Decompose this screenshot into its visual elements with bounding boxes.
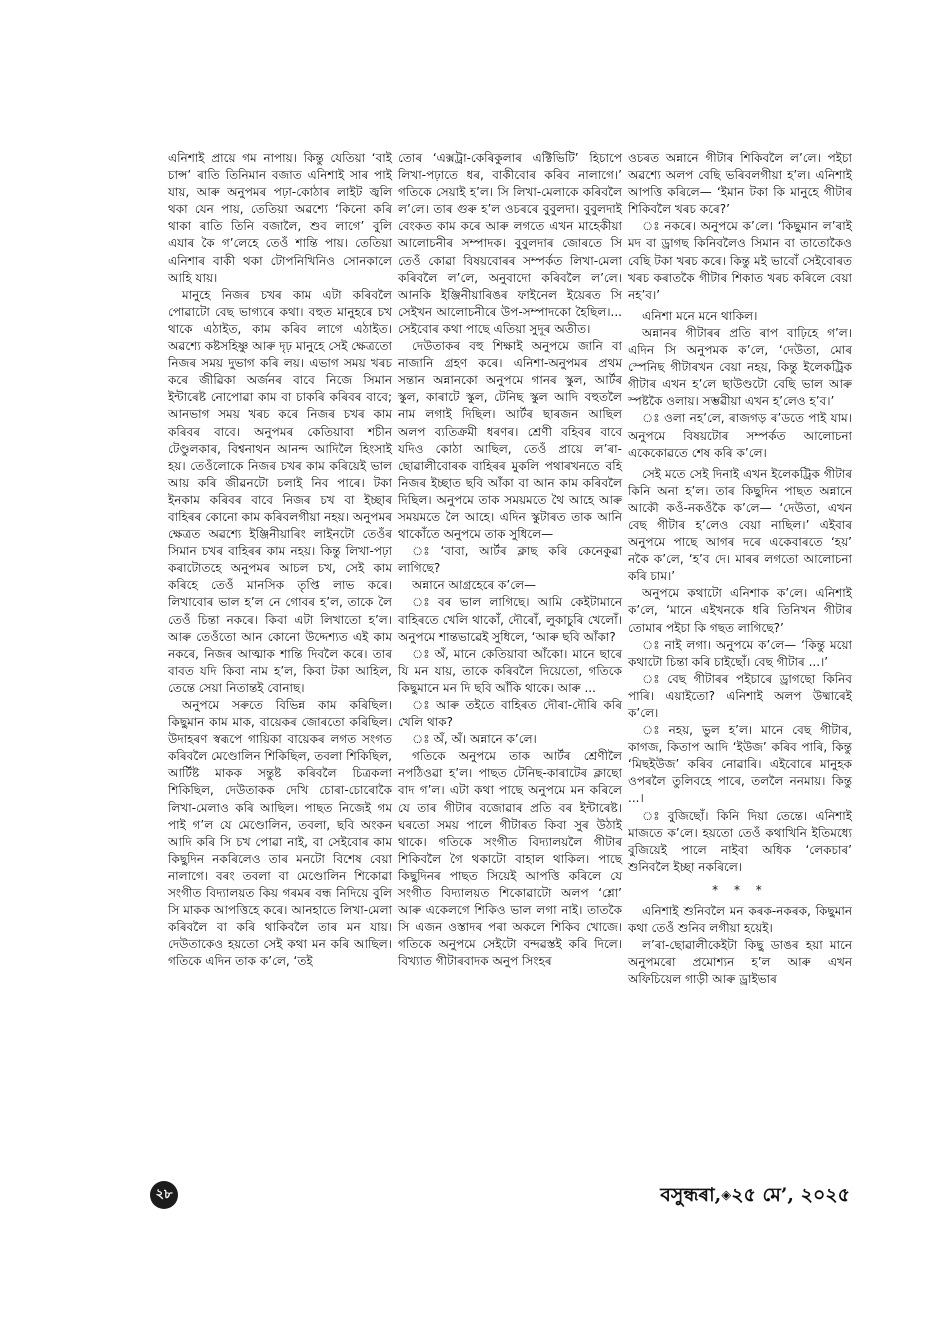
paragraph: এনিশাই প্ৰায়ে গম নাপায়। কিন্তু যেতিয়া ‘বাই চান্স’ ৰাতি তিনিমান বজাত এনিশাই সাৰ পাই যায়, আৰু অনুপমৰ পঢ়া-কোঠাৰ লাইট জ্বলি থকা যেন পায়, তেতিয়া অৱশ্যে ‘কিনো কৰি থাকা ৰাতি তিনি বজালৈ, শুব লাগে’ বুলি এযাৰ কৈ গ’লেহে তেওঁ শান্তি পায়। তেতিয়া এনিশাৰ বাকী থকা টোপনিখিনিও সোনকালে আহি যায়। <box>168 151 392 285</box>
paragraph: অনুপমে সৰুতে বিভিন্ন কাম কৰিছিল। কিছুমান কাম মাক, বায়েকৰ জোৰতো কৰিছিল। উদাহৰণ স্বৰূপে গায়িকা বায়েকৰ লগত সংগত কৰিবলৈ মেণ্ডোলিন শিকিছিল, তবলা শিকিছিল, আৰ্টিষ্ট মাকক সন্তুষ্ট কৰিবলৈ চিত্ৰকলা শিকিছিল, দেউতাকক দেখি চোৰা-চোৰোকৈ লিখা-মেলাও কৰি আছিল। পাছত নিজেই গম পাই গ’ল যে মেণ্ডোলিন, তবলা, ছবি অংকন আদি কৰি সি চখ পোৱা নাই, বা সেইবোৰ কাম কিছুদিন নকৰিলেও তাৰ মনটো বিশেষ বেয়া নালাগে। বৰং তবলা বা মেণ্ডোলিন শিকোৱা সংগীত বিদ্যালয়ত কিয় গৰমৰ বন্ধ নিদিয়ে বুলি সি মাকক আপত্তিহে কৰে। আনহাতে লিখা-মেলা কৰিবলৈ বা কৰি থাকিবলৈ তাৰ মন যায়। দেউতাকেও হয়তো সেই কথা মন কৰি আছিল। গতিকে এদিন তাক ক’লে, ‘তই <box>168 698 392 969</box>
paragraph: ঃ ওলা নহ’লে, ৰাজগড় ৰ’ডতে পাই যাম। অনুপমে বিষয়টোৰ সম্পৰ্কত আলোচনা একেকোৱতে শেষ কৰি ক’লে। <box>628 411 852 460</box>
paragraph: সেই মতে সেই দিনাই এখন ইলেকট্ৰিক গীটাৰ কিনি অনা হ’ল। তাৰ কিছুদিন পাছত অন্নানে আকৌ কওঁ-নকওঁকৈ ক’লে— ‘দেউতা, এখন বেছ গীটাৰ হ’লেও বেয়া নাছিল।’ এইবাৰ অনুপমে পাছে আগৰ দৰে একেবাৰতে ‘হয়’ নকৈ ক’লে, ‘হ’ব দে। মাৰৰ লগতো আলোচনা কৰি চাম।’ <box>628 466 852 584</box>
paragraph: ঃ আৰু তইতে বাহিৰত দৌৰা-দৌৰি কৰি খেলি থাক? <box>398 698 622 730</box>
section-divider: * * * <box>712 882 768 897</box>
paragraph: ঃ বেছ গীটাৰৰ পইচাৰে ড্ৰাগছো কিনিব পাৰি। এয়াইতো? এনিশাই অলপ উষ্মাৰেই ক’লে। <box>628 671 852 720</box>
paragraph: গতিকে অনুপমে তাক আৰ্টৰ শ্ৰেণীলৈ নপঠিওৱা হ’ল। পাছত টেনিছ-কাৰাটেৰ ক্লাছো বাদ গ’ল। এটা কথা পাছে অনুপমে মন কৰিলে যে তাৰ গীটাৰ বজোৱাৰ প্ৰতি বৰ ইন্টাৰেষ্ট। ঘৰতো সময় পালে গীটাৰত কিবা সুৰ উঠাই থাকে। গতিকে সংগীত বিদ্যালয়লৈ গীটাৰ শিকিবলৈ গৈ থকাটো বাহাল থাকিল। পাছে কিছুদিনৰ পাছত সিয়েই আপত্তি কৰিলে যে সংগীত বিদ্যালয়ত শিকোৱাটো অলপ ‘শ্লো’ আৰু একেলগে শিকিও ভাল লগা নাই। তাতকৈ সি এজন ওস্তাদৰ পৰা অকলে শিকিব খোজে। গতিকে অনুপমে সেইটো বন্দৱস্তই কৰি দিলে। বিখ্যাত গীটাৰবাদক অনুপ সিংহৰ <box>398 749 622 969</box>
paragraph: ঃ বুজিছোঁ। কিনি দিয়া তেন্তে। এনিশাই মাজতে ক’লে। হয়তো তেওঁ কথাখিনি ইতিমধ্যে বুজিয়েই পালে নাইবা অধিক ‘লেকচাৰ’ শুনিবলৈ ইচ্ছা নকৰিলে। <box>628 808 852 874</box>
paragraph: ঃ ‘বাবা, আৰ্টৰ ক্লাছ কৰি কেনেকুৱা লাগিছে? <box>398 544 622 576</box>
paragraph: ওচৰত অন্নানে গীটাৰ শিকিবলৈ ল’লে। পইচা অৱশ্যে অলপ বেছি ভৰিবলগীয়া হ’ল। এনিশাই আপত্তি কৰিলে— ‘ইমান টকা কি মানুহে গীটাৰ শিকিবলৈ খৰচ কৰে?’ <box>628 151 852 217</box>
text-column-3 <box>628 150 852 989</box>
text-column-1 <box>168 150 392 971</box>
paragraph: এনিশা মনে মনে থাকিল। <box>642 308 758 323</box>
paragraph: অন্নানে আগ্ৰহেৰে ক’লে— <box>412 578 537 593</box>
paragraph: ঃ অঁ, অঁ। অন্নানে ক’লে। <box>412 732 537 747</box>
paragraph: ঃ অঁ, মানে কেতিয়াবা আঁকো। মানে ছাৰে যি মন যায়, তাকে কৰিবলৈ দিয়েতো, গতিকে কিছুমানে মন দি ছবি আঁকি থাকে। আৰু ... <box>398 646 622 695</box>
footer-masthead <box>660 1181 850 1213</box>
page-number: ২৮ <box>150 1181 178 1209</box>
paragraph: ঃ নাই লগা। অনুপমে ক’লে— ‘কিন্তু ময়ো কথাটো চিন্তা কৰি চাইছোঁ। বেছ গীটাৰ ...।’ <box>628 637 852 669</box>
magazine-name: বসুন্ধৰা, <box>660 1184 722 1206</box>
diamond-icon: ◈ <box>721 1188 732 1203</box>
paragraph: মানুহে নিজৰ চখৰ কাম এটা কৰিবলৈ পোৱাটো বেছ ভাগ্যৰে কথা। বহুত মানুহৰে চখ থাকে এঠাইত, কাম কৰিব লাগে এঠাইত। অৱশ্যে কষ্টসহিষ্ণু আৰু দৃঢ় মানুহে সেই ক্ষেত্ৰতো নিজৰ সময় দুভাগ কৰি লয়। এভাগ সময় খৰচ কৰে জীৱিকা অৰ্জনৰ বাবে নিজে সিমান ইন্টাৰেষ্ট নোপোৱা কাম বা চাকৰি কৰিবৰ বাবে; আনভাগ সময় খৰচ কৰে নিজৰ চখৰ কাম কৰিবৰ বাবে। অনুপমৰ কেতিয়াবা শচীন টেণ্ডুলকাৰ, বিশ্বনাথন আনন্দ আদিলৈ হিংসাই হয়। তেওঁলোকে নিজৰ চখৰ কাম কৰিয়েই ভাল আয় কৰি জীৱনটো চলাই নিব পাৰে। টকা ইনকাম কৰিবৰ বাবে নিজৰ চখ বা ইচ্ছাৰ বাহিৰৰ কোনো কাম কৰিবলগীয়া নহয়। অনুপমৰ ক্ষেত্ৰত অৱশ্যে ইঞ্জিনীয়াৰিং লাইনটো তেওঁৰ সিমান চখৰ বাহিৰৰ কাম নহয়। কিন্তু লিখা-পঢ়া কৰাটোতহে অনুপমৰ আচল চখ, সেই কাম কৰিহে তেওঁ মানসিক তৃপ্তি লাভ কৰে। লিখাবোৰ ভাল হ’ল নে গোবৰ হ’ল, তাকে লৈ তেওঁ চিন্তা নকৰে। কিবা এটা লিখাতো হ’ল। আৰু তেওঁতো আন কোনো উদ্দেশ্যত এই কাম নকৰে, নিজৰ আত্মাক শান্তি দিবলৈ কৰে। তাৰ বাবত যদি কিবা নাম হ’ল, কিবা টকা আহিল, তেন্তে সেয়া নিতান্তই বোনাছ। <box>168 287 392 695</box>
paragraph: অনুপমে কথাটো এনিশাক ক’লে। এনিশাই ক’লে, ‘মানে এইখনকে ধৰি তিনিখন গীটাৰ তোমাৰ পইচা কি গছত লাগিছে?’ <box>628 586 852 635</box>
paragraph: ঃ নকৰে। অনুপমে ক’লে। ‘কিছুমান ল’ৰাই মদ বা ড্ৰাগছ কিনিবলৈও সিমান বা তাতোকৈও বেছি টকা খৰচ কৰে। কিন্তু মই ভাবোঁ সেইবোৰত খৰচ কৰাতকৈ গীটাৰ শিকাত খৰচ কৰিলে বেয়া নহ’ব।’ <box>628 219 852 302</box>
issue-date: ২৫ মে’, ২০২৫ <box>731 1184 850 1206</box>
paragraph: ঃ নহয়, ভুল হ’ল। মানে বেছ গীটাৰ, কাগজ, কিতাপ আদি ‘ইউজ’ কৰিব পাৰি, কিন্তু ‘মিছইউজ’ কৰিব নোৱাৰি। এইবোৰে মানুহক ওপৰলৈ তুলিবহে পাৰে, তললৈ ননমায়। কিন্তু ...। <box>628 723 852 806</box>
paragraph: ঃ বৰ ভাল লাগিছে। আমি কেইটামানে বাহিৰতে খেলি থাকোঁ, দৌৰোঁ, লুকাচুৰি খেলোঁ। অনুপমে শান্তভাৱেই সুধিলে, ‘আৰু ছবি আঁকা? <box>398 595 622 644</box>
paragraph: দেউতাকৰ বহু শিক্ষাই অনুপমে জানি বা নাজানি গ্ৰহণ কৰে। এনিশা-অনুপমৰ প্ৰথম সন্তান অন্নানকো অনুপমে গানৰ স্কুল, আৰ্টৰ স্কুল, কাৰাটে স্কুল, টেনিছ স্কুল আদি বহুতলৈ নাম লগাই দিছিল। আৰ্টৰ ছাৰজন আছিল অলপ ব্যতিক্ৰমী ধৰণৰ। শ্ৰেণী বহিবৰ বাবে যদিও কোঠা আছিল, তেওঁ প্ৰায়ে ল’ৰা-ছোৱালীবোৰক বাহিৰৰ মুকলি পথাৰখনতে বহি নিজৰ ইচ্ছাত ছবি আঁকা বা আন কাম কৰিবলৈ দিছিল। অনুপমে তাক সময়মতে থৈ আহে আৰু সময়মতে লৈ আহে। এদিন স্কুটাৰত তাক আনি থাকোঁতে অনুপমে তাক সুধিলে— <box>398 339 622 542</box>
text-column-2 <box>398 150 622 971</box>
paragraph: অন্নানৰ গীটাৰৰ প্ৰতি ৰাপ বাঢ়িহে গ’ল। এদিন সি অনুপমক ক’লে, ‘দেউতা, মোৰ স্পেনিছ গীটাৰখন বেয়া নহয়, কিন্তু ইলেকট্ৰিক গীটাৰ এখন হ’লে ছাউণ্ডটো বেছি ভাল আৰু স্পষ্টকৈ ওলায়। সম্ভৱীয়া এখন হ’লেও হ’ব।’ <box>628 325 852 409</box>
paragraph: এনিশাই শুনিবলৈ মন কৰক-নকৰক, কিছুমান কথা তেওঁ শুনিব লগীয়া হয়েই। <box>628 904 852 936</box>
paragraph: তোৰ ‘এক্সট্ৰা-কেৰিকুলাৰ এক্টিভিটি’ হিচাপে লিখা-পঢ়াতে ধৰ, বাকীবোৰ কৰিব নালাগে।’ গতিকে সেয়াই হ’ল। সি লিখা-মেলাকে কৰিবলৈ ল’লে। তাৰ গুৰু হ’ল ওচৰৰে বুবুলদা। বুবুলদাই বেংকত কাম কৰে আৰু লগতে এখন মাহেকীয়া আলোচনীৰ সম্পাদক। বুবুলদাৰ জোৰতে সি তেওঁ কোৱা বিষয়বোৰৰ সম্পৰ্কত লিখা-মেলা কৰিবলৈ ল’লে, অনুবাদো কৰিবলৈ ল’লে। আনকি ইঞ্জিনীয়াৰিঙৰ ফাইনেল ইয়েৰত সি সেইখন আলোচনীৰে উপ-সম্পাদকো হৈছিল।... সেইবোৰ কথা পাছে এতিয়া সুদূৰ অতীত। <box>398 151 622 336</box>
paragraph: ল’ৰা-ছোৱালীকেইটা কিছু ডাঙৰ হয়া মানে অনুপমৰো প্ৰমোশ্যন হ’ল আৰু এখন অফিচিয়েল গাড়ী আৰু ড্ৰাইভাৰ <box>628 938 852 987</box>
